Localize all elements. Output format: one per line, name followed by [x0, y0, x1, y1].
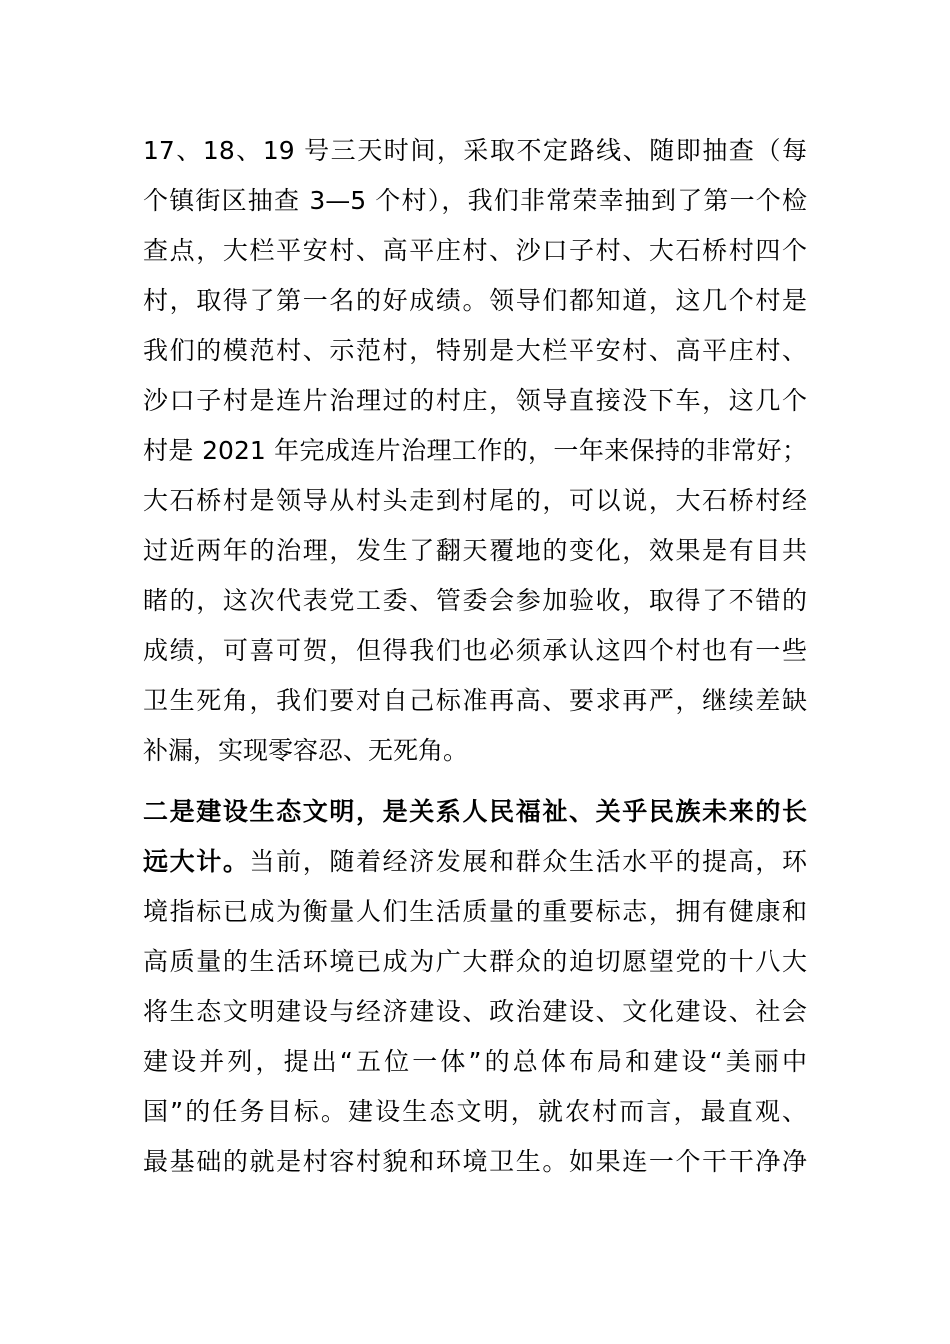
text-line: 查点，大栏平安村、高平庄村、沙口子村、大石桥村四个	[143, 236, 807, 265]
text-line: 村，取得了第一名的好成绩。领导们都知道，这几个村是	[143, 286, 807, 315]
text-line: 大石桥村是领导从村头走到村尾的，可以说，大石桥村经	[143, 486, 807, 515]
text-line: 境指标已成为衡量人们生活质量的重要标志，拥有健康和	[143, 897, 807, 926]
text-line: 国”的任务目标。建设生态文明，就农村而言，最直观、	[143, 1097, 807, 1126]
text-line	[143, 845, 807, 879]
text-line: 最基础的就是村容村貌和环境卫生。如果连一个干干净净	[143, 1147, 807, 1176]
text-line: 过近两年的治理，发生了翻天覆地的变化，效果是有目共	[143, 536, 807, 565]
text-line: 睹的，这次代表党工委、管委会参加验收，取得了不错的	[143, 586, 807, 615]
text-run: 当前，随着经济发展和群众生活水平的提高，环	[249, 847, 807, 876]
text-line: 将生态文明建设与经济建设、政治建设、文化建设、社会	[143, 997, 807, 1026]
text-line: 沙口子村是连片治理过的村庄，领导直接没下车，这几个	[143, 386, 807, 415]
text-line: 高质量的生活环境已成为广大群众的迫切愿望党的十八大	[143, 947, 807, 976]
text-line: 个镇街区抽查 3—5 个村），我们非常荣幸抽到了第一个检	[143, 186, 807, 215]
paragraph-heading: 二是建设生态文明，是关系人民福祉、关乎民族未来的长	[143, 797, 807, 826]
text-line: 补漏，实现零容忍、无死角。	[143, 736, 469, 765]
text-line: 建设并列，提出“五位一体”的总体布局和建设“美丽中	[143, 1047, 807, 1076]
text-line: 卫生死角，我们要对自己标准再高、要求再严，继续差缺	[143, 686, 807, 715]
paragraph-heading-end: 远大计。	[143, 847, 250, 876]
text-line: 村是 2021 年完成连片治理工作的，一年来保持的非常好；	[143, 436, 807, 465]
text-line: 成绩，可喜可贺，但得我们也必须承认这四个村也有一些	[143, 636, 807, 665]
text-line: 我们的模范村、示范村，特别是大栏平安村、高平庄村、	[143, 336, 807, 365]
text-line: 17、18、19 号三天时间，采取不定路线、随即抽查（每	[143, 136, 807, 165]
